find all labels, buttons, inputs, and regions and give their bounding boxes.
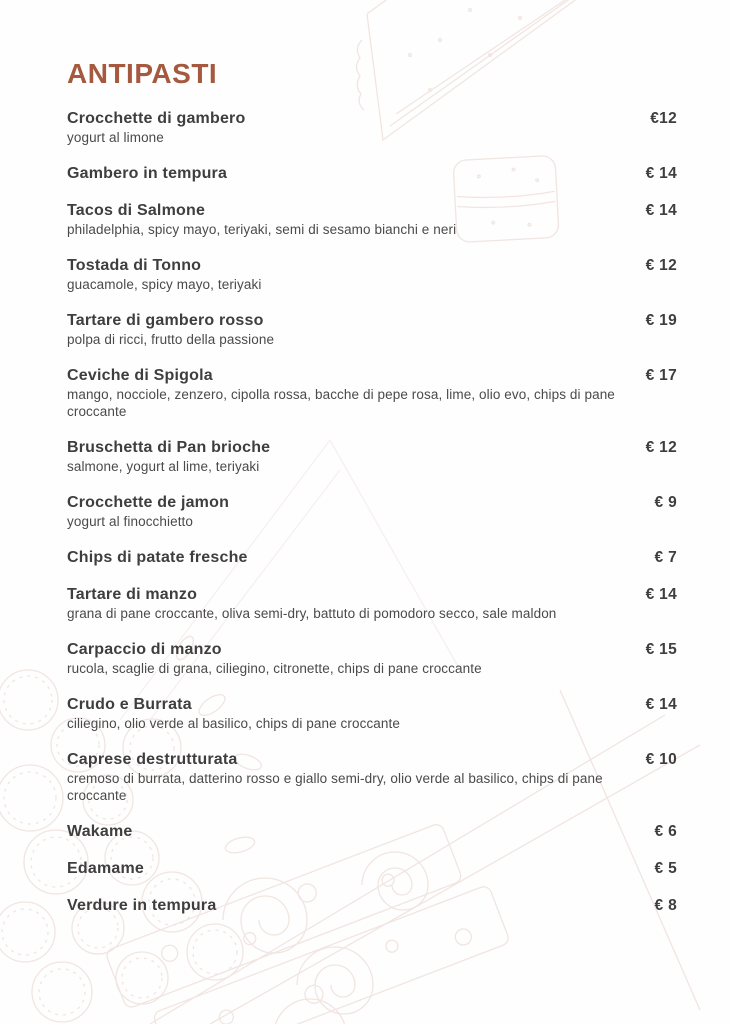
- menu-item: [67, 165, 677, 183]
- item-price: € 17: [645, 367, 677, 384]
- item-name: Edamame: [67, 860, 144, 877]
- item-description: rucola, scaglie di grana, ciliegino, citronette, chips di pane croccante: [67, 661, 482, 676]
- menu-item: [67, 751, 677, 804]
- section-heading: ANTIPASTI: [67, 58, 218, 89]
- menu-item: [67, 367, 677, 420]
- menu-item: [67, 641, 677, 677]
- item-name: Tacos di Salmone: [67, 202, 206, 219]
- menu-item: [67, 439, 677, 475]
- menu-item-text: [67, 110, 245, 146]
- menu-item: [67, 110, 677, 146]
- item-name: Carpaccio di manzo: [67, 641, 222, 658]
- menu-item-text: [67, 202, 456, 238]
- item-price: € 10: [645, 751, 677, 768]
- item-price: € 5: [654, 860, 677, 877]
- item-price: € 12: [645, 439, 677, 456]
- item-price: € 7: [654, 549, 677, 566]
- menu-item-text: [67, 696, 400, 732]
- item-name: Ceviche di Spigola: [67, 367, 213, 384]
- item-description: yogurt al finocchietto: [67, 514, 194, 529]
- item-description: grana di pane croccante, oliva semi-dry, battuto di pomodoro secco, sale maldon: [67, 606, 557, 621]
- item-price: € 14: [645, 202, 677, 219]
- menu-item: [67, 312, 677, 348]
- menu-item-text: [67, 312, 274, 348]
- item-price: €12: [650, 110, 677, 127]
- item-price: € 8: [654, 897, 677, 914]
- menu-item: [67, 823, 677, 841]
- item-price: € 14: [645, 586, 677, 603]
- item-description: polpa di ricci, frutto della passione: [67, 332, 275, 347]
- menu-item: [67, 202, 677, 238]
- item-description: guacamole, spicy mayo, teriyaki: [67, 277, 262, 292]
- menu-item-text: [67, 257, 261, 293]
- item-description: yogurt al limone: [67, 130, 164, 145]
- menu-item-text: [67, 823, 133, 841]
- menu-item-text: [67, 641, 482, 677]
- item-price: € 19: [645, 312, 677, 329]
- item-name: Chips di patate fresche: [67, 549, 248, 566]
- item-name: Bruschetta di Pan brioche: [67, 439, 271, 456]
- menu-item-text: [67, 165, 227, 183]
- item-name: Tartare di manzo: [67, 586, 198, 603]
- menu-item-text: [67, 439, 270, 475]
- menu-item: [67, 586, 677, 622]
- menu-item: [67, 494, 677, 530]
- menu-item-text: [67, 494, 229, 530]
- item-name: Wakame: [67, 823, 133, 840]
- item-price: € 12: [645, 257, 677, 274]
- menu-item-list: [67, 110, 677, 915]
- item-name: Caprese destrutturata: [67, 751, 238, 768]
- item-price: € 9: [654, 494, 677, 511]
- item-name: Crudo e Burrata: [67, 696, 192, 713]
- menu-item: [67, 860, 677, 878]
- menu-item-text: [67, 751, 619, 804]
- menu-item: [67, 696, 677, 732]
- item-price: € 15: [645, 641, 677, 658]
- item-price: € 14: [645, 165, 677, 182]
- item-name: Tartare di gambero rosso: [67, 312, 264, 329]
- item-name: Tostada di Tonno: [67, 257, 202, 274]
- item-description: cremoso di burrata, datterino rosso e giallo semi-dry, olio verde al basilico, chips di pane croccante: [67, 771, 603, 803]
- item-description: philadelphia, spicy mayo, teriyaki, semi di sesamo bianchi e neri: [67, 222, 457, 237]
- item-name: Crocchette di gambero: [67, 110, 246, 127]
- menu-item: [67, 897, 677, 915]
- menu-item: [67, 549, 677, 567]
- menu-item-text: [67, 367, 619, 420]
- menu-item-text: [67, 860, 144, 878]
- item-name: Crocchette de jamon: [67, 494, 230, 511]
- menu-item-text: [67, 897, 216, 915]
- item-description: ciliegino, olio verde al basilico, chips di pane croccante: [67, 716, 400, 731]
- item-name: Verdure in tempura: [67, 897, 217, 914]
- item-description: mango, nocciole, zenzero, cipolla rossa, bacche di pepe rosa, lime, olio evo, chips di pane croccante: [67, 387, 615, 419]
- item-name: Gambero in tempura: [67, 165, 228, 182]
- menu-item-text: [67, 586, 556, 622]
- menu-item: [67, 257, 677, 293]
- menu-item-text: [67, 549, 248, 567]
- item-price: € 14: [645, 696, 677, 713]
- item-description: salmone, yogurt al lime, teriyaki: [67, 459, 260, 474]
- item-price: € 6: [654, 823, 677, 840]
